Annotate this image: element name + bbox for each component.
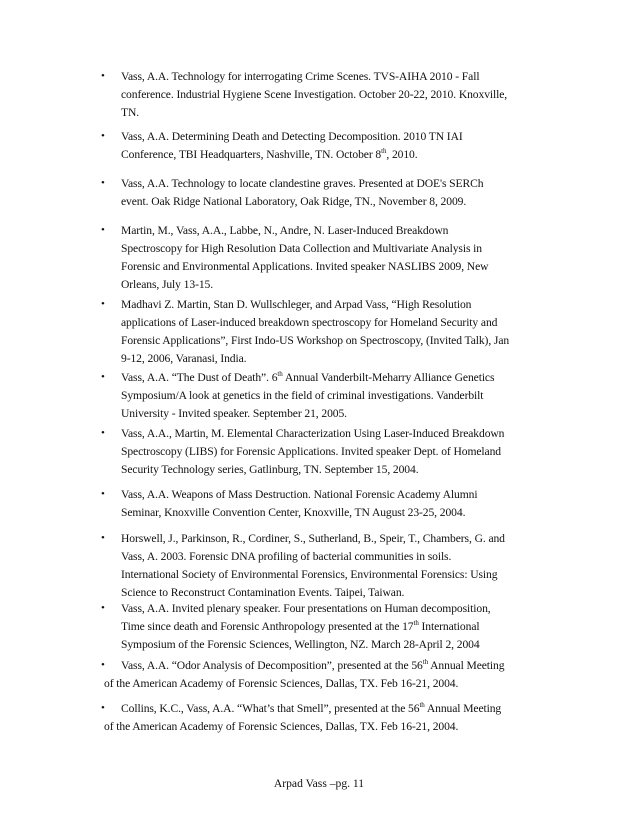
- superscript: th: [277, 370, 283, 379]
- bullet: •: [101, 702, 105, 714]
- bullet: •: [101, 177, 105, 189]
- bullet: •: [101, 371, 105, 383]
- entry-line: Vass, A.A. Technology to locate clandestine graves. Presented at DOE's SERCh: [121, 177, 484, 190]
- entry-text: International: [418, 620, 480, 633]
- entry-line: of the American Academy of Forensic Sciences, Dallas, TX. Feb 16-21, 2004.: [104, 720, 459, 733]
- superscript: th: [419, 701, 425, 710]
- entry-line: [121, 700, 561, 717]
- entry-line: Martin, M., Vass, A.A., Labbe, N., Andre, N. Laser-Induced Breakdown: [121, 224, 449, 237]
- entry-line: event. Oak Ridge National Laboratory, Oak Ridge, TN., November 8, 2009.: [121, 195, 467, 208]
- entry-text: Vass, A.A. “The Dust of Death”. 6: [121, 371, 278, 384]
- superscript: th: [422, 658, 428, 667]
- entry-line: Vass, A.A. Determining Death and Detecting Decomposition. 2010 TN IAI: [121, 130, 463, 143]
- entry-line: Vass, A.A. Weapons of Mass Destruction. National Forensic Academy Alumni: [121, 488, 478, 501]
- entry-line: University - Invited speaker. September 21, 2005.: [121, 407, 347, 420]
- entry-line: applications of Laser-induced breakdown spectroscopy for Homeland Security and: [121, 316, 498, 329]
- entry-line: [121, 657, 561, 674]
- entry-line: of the American Academy of Forensic Sciences, Dallas, TX. Feb 16-21, 2004.: [104, 677, 459, 690]
- entry-line: Spectroscopy for High Resolution Data Collection and Multivariate Analysis in: [121, 242, 482, 255]
- entry-line: Symposium/A look at genetics in the field of criminal investigations. Vanderbilt: [121, 389, 484, 402]
- entry-line: Horswell, J., Parkinson, R., Cordiner, S., Sutherland, B., Speir, T., Chambers, G. and: [121, 532, 505, 545]
- entry-text: Conference, TBI Headquarters, Nashville, TN. October 8: [121, 148, 382, 161]
- entry-line: Spectroscopy (LIBS) for Forensic Applications. Invited speaker Dept. of Homeland: [121, 445, 501, 458]
- entry-line: Vass, A. 2003. Forensic DNA profiling of bacterial communities in soils.: [121, 550, 452, 563]
- superscript: th: [413, 619, 419, 628]
- bullet: •: [101, 130, 105, 142]
- entry-text: Annual Meeting: [424, 702, 502, 715]
- bullet: •: [101, 298, 105, 310]
- superscript: th: [381, 147, 387, 156]
- bullet: •: [101, 602, 105, 614]
- entry-line: [121, 618, 561, 635]
- entry-text: Collins, K.C., Vass, A.A. “What’s that Smell”, presented at the 56: [121, 702, 420, 715]
- entry-line: Forensic and Environmental Applications. Invited speaker NASLIBS 2009, New: [121, 260, 489, 273]
- entry-text: Time since death and Forensic Anthropology presented at the 17: [121, 620, 414, 633]
- entry-line: [121, 146, 561, 163]
- entry-text: Vass, A.A. “Odor Analysis of Decomposition”, presented at the 56: [121, 659, 423, 672]
- entry-line: Vass, A.A., Martin, M. Elemental Characterization Using Laser-Induced Breakdown: [121, 427, 505, 440]
- entry-line: Forensic Applications”, First Indo-US Workshop on Spectroscopy, (Invited Talk), Jan: [121, 334, 510, 347]
- bullet: •: [101, 427, 105, 439]
- entry-line: Science to Reconstruct Contamination Events. Taipei, Taiwan.: [121, 586, 405, 599]
- entry-line: 9-12, 2006, Varanasi, India.: [121, 352, 247, 365]
- bullet: •: [101, 659, 105, 671]
- bullet: •: [101, 532, 105, 544]
- entry-text: Annual Vanderbilt-Meharry Alliance Genetics: [282, 371, 495, 384]
- entry-line: [121, 369, 561, 386]
- entry-line: Vass, A.A. Invited plenary speaker. Four presentations on Human decomposition,: [121, 602, 491, 615]
- bullet: •: [101, 224, 105, 236]
- entry-line: International Society of Environmental Forensics, Environmental Forensics: Using: [121, 568, 498, 581]
- page-footer: Arpad Vass –pg. 11: [273, 777, 365, 790]
- bullet: •: [101, 70, 105, 82]
- entry-line: Seminar, Knoxville Convention Center, Knoxville, TN August 23-25, 2004.: [121, 506, 466, 519]
- entry-line: Symposium of the Forensic Sciences, Wellington, NZ. March 28-April 2, 2004: [121, 638, 480, 651]
- entry-text: , 2010.: [386, 148, 418, 161]
- entry-line: Security Technology series, Gatlinburg, TN. September 15, 2004.: [121, 463, 419, 476]
- entry-line: Vass, A.A. Technology for interrogating Crime Scenes. TVS-AIHA 2010 - Fall: [121, 70, 480, 83]
- bullet: •: [101, 488, 105, 500]
- entry-line: Madhavi Z. Martin, Stan D. Wullschleger, and Arpad Vass, “High Resolution: [121, 298, 472, 311]
- entry-text: Annual Meeting: [428, 659, 505, 672]
- entry-line: TN.: [121, 106, 140, 119]
- entry-line: Orleans, July 13-15.: [121, 278, 214, 291]
- entry-line: conference. Industrial Hygiene Scene Investigation. October 20-22, 2010. Knoxville,: [121, 88, 508, 101]
